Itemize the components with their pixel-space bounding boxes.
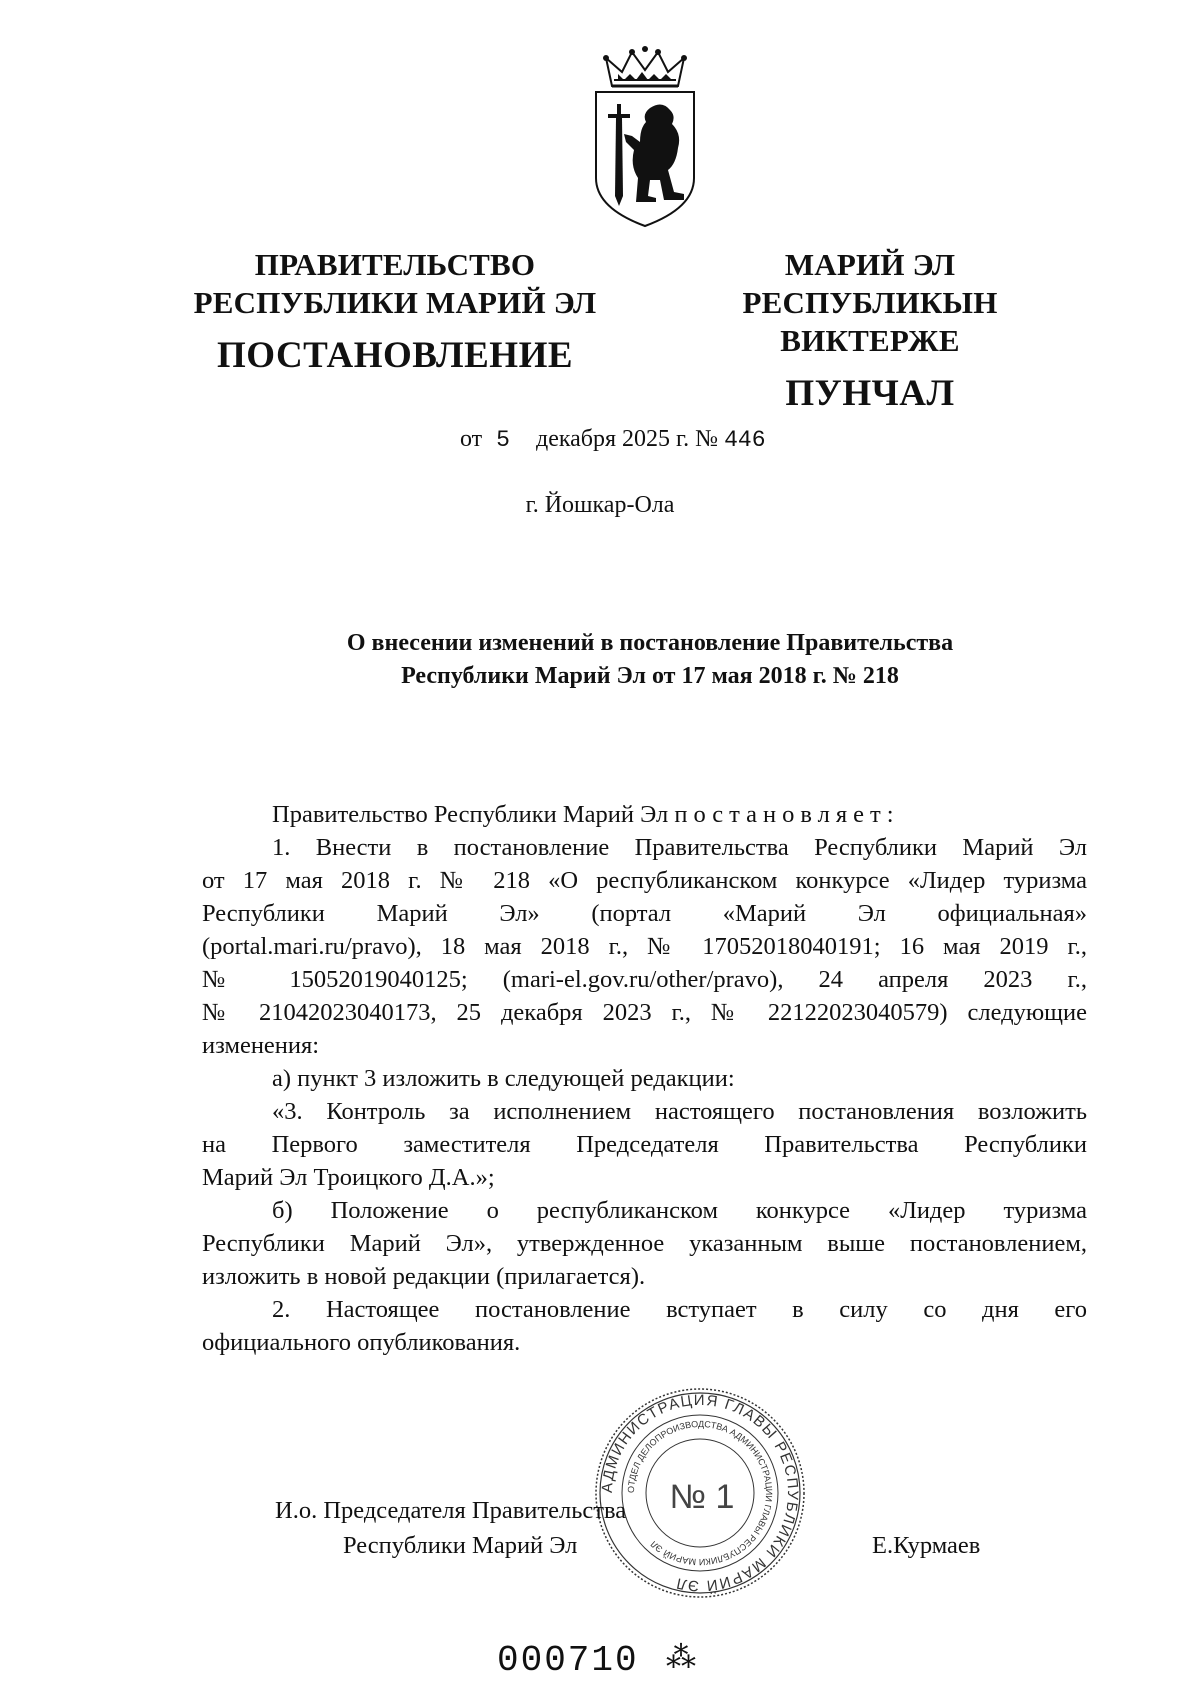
city: г. Йошкар-Ола bbox=[525, 492, 675, 518]
date-prefix: от bbox=[460, 426, 483, 452]
title-line1: О внесении изменений в постановление Правительства bbox=[346, 630, 954, 656]
seal-center-number: № 1 bbox=[669, 1478, 735, 1516]
p1-line5: № 15052019040125; (mari-el.gov.ru/other/pravo), 24 апреля 2023 г., bbox=[202, 966, 1087, 993]
government-name-ru-line2: РЕСПУБЛИКИ МАРИЙ ЭЛ bbox=[193, 285, 597, 320]
doc-type-ru: ПОСТАНОВЛЕНИЕ bbox=[216, 335, 574, 376]
p2-line2: официального опубликования. bbox=[202, 1329, 521, 1356]
date-line bbox=[460, 426, 766, 453]
p1-line7: изменения: bbox=[202, 1032, 320, 1059]
p1-line1: 1. Внести в постановление Правительства Республики Марий Эл bbox=[272, 834, 1087, 861]
quote-line2: на Первого заместителя Председателя Правительства Республики bbox=[202, 1131, 1087, 1158]
document-title bbox=[0, 627, 1200, 693]
p1-line2: от 17 мая 2018 г. № 218 «О республиканском конкурсе «Лидер туризма bbox=[202, 867, 1087, 894]
serial-mark-icon: ⁂ bbox=[666, 1641, 696, 1674]
p1-line4: (portal.mari.ru/pravo), 18 мая 2018 г., № 17052018040191; 16 мая 2019 г., bbox=[202, 933, 1087, 960]
form-serial-number: 000710 bbox=[497, 1640, 639, 1681]
document-number: 446 bbox=[724, 427, 766, 453]
document-body bbox=[202, 798, 1087, 1359]
header-left bbox=[190, 246, 600, 378]
header-right bbox=[660, 246, 1080, 416]
title-line2: Республики Марий Эл от 17 мая 2018 г. № 218 bbox=[401, 663, 899, 689]
signatory-position-line1: И.о. Председателя Правительства bbox=[275, 1497, 627, 1524]
p2-line1: 2. Настоящее постановление вступает в силу со дня его bbox=[272, 1296, 1087, 1323]
government-name-mari-line2: ВИКТЕРЖЕ bbox=[780, 323, 960, 358]
signatory-name: Е.Курмаев bbox=[872, 1532, 981, 1559]
quote-line3: Марий Эл Троицкого Д.А.»; bbox=[202, 1164, 495, 1191]
official-seal bbox=[590, 1383, 810, 1603]
signatory-position-line2: Республики Марий Эл bbox=[343, 1532, 578, 1559]
p1-line6: № 21042023040173, 25 декабря 2023 г., № 22122023040579) следующие bbox=[202, 999, 1087, 1026]
government-name-mari-line1: МАРИЙ ЭЛ РЕСПУБЛИКЫН bbox=[742, 247, 998, 320]
intro-paragraph bbox=[202, 798, 1087, 831]
seal-outer-text: АДМИНИСТРАЦИЯ ГЛАВЫ РЕСПУБЛИКИ МАРИЙ ЭЛ bbox=[598, 1391, 802, 1595]
subitem-b-line2: Республики Марий Эл», утвержденное указанным выше постановлением, bbox=[202, 1230, 1087, 1257]
government-name-ru-line1: ПРАВИТЕЛЬСТВО bbox=[254, 247, 536, 282]
date-day: 5 bbox=[496, 427, 510, 453]
subitem-a: а) пункт 3 изложить в следующей редакции: bbox=[272, 1065, 735, 1092]
quote-line1: «3. Контроль за исполнением настоящего постановления возложить bbox=[272, 1098, 1087, 1125]
p1-line3: Республики Марий Эл» (портал «Марий Эл официальная» bbox=[202, 900, 1087, 927]
subitem-b-line3: изложить в новой редакции (прилагается). bbox=[202, 1263, 646, 1290]
intro-text: Правительство Республики Марий Эл bbox=[272, 801, 669, 828]
seal-inner-text: ОТДЕЛ ДЕЛОПРОИЗВОДСТВА АДМИНИСТРАЦИИ ГЛАВЫ РЕСПУБЛИКИ МАРИЙ ЭЛ bbox=[625, 1418, 775, 1568]
intro-verb: постановляет: bbox=[674, 801, 900, 828]
subitem-b-line1: б) Положение о республиканском конкурсе «Лидер туризма bbox=[272, 1197, 1087, 1224]
date-month-year: декабря 2025 г. № bbox=[535, 426, 719, 452]
coat-of-arms-emblem bbox=[590, 46, 700, 228]
doc-type-mari: ПУНЧАЛ bbox=[785, 373, 955, 414]
